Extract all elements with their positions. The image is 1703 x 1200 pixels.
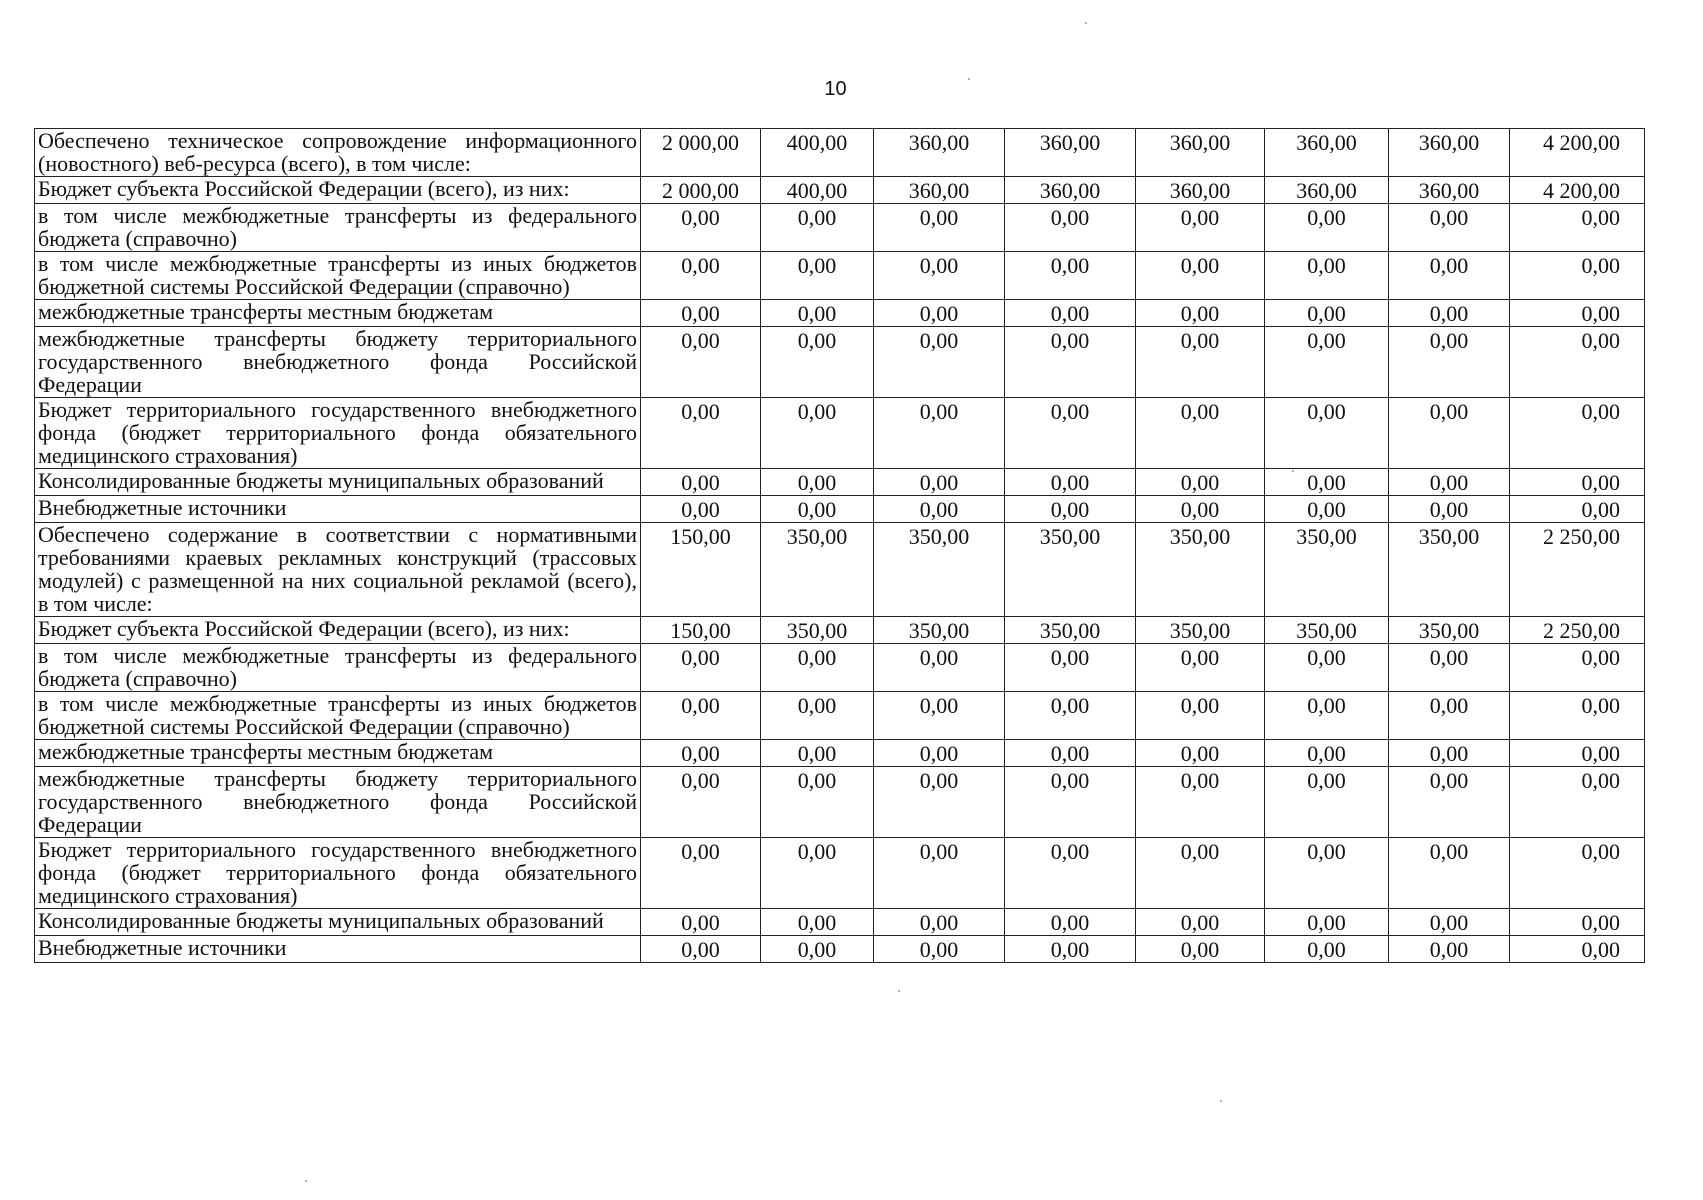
row-value: 0,00: [874, 300, 1005, 327]
table-row: [35, 767, 1645, 838]
row-value: 0,00: [761, 204, 874, 252]
row-value: 350,00: [1265, 617, 1389, 644]
row-label: в том числе межбюджетные трансферты из федерального бюджета (справочно): [35, 204, 641, 252]
scan-speck: [898, 990, 900, 992]
table-body: [35, 129, 1645, 963]
row-value: 0,00: [761, 327, 874, 398]
row-value: 0,00: [761, 767, 874, 838]
row-label: Консолидированные бюджеты муниципальных образований: [35, 469, 641, 496]
row-value: 0,00: [1265, 692, 1389, 740]
row-value: 0,00: [1265, 909, 1389, 936]
row-value: 0,00: [641, 909, 761, 936]
row-value: 0,00: [761, 252, 874, 300]
row-total-value: 0,00: [1510, 740, 1645, 767]
table-row: [35, 644, 1645, 692]
row-value: 0,00: [874, 767, 1005, 838]
table-row: [35, 300, 1645, 327]
budget-table: [34, 128, 1645, 963]
row-value: 0,00: [1005, 936, 1136, 963]
row-total-value: 0,00: [1510, 909, 1645, 936]
row-value: 0,00: [1136, 838, 1265, 909]
row-total-value: 0,00: [1510, 644, 1645, 692]
row-value: 0,00: [1265, 327, 1389, 398]
row-value: 0,00: [874, 644, 1005, 692]
row-value: 0,00: [1136, 398, 1265, 469]
row-value: 350,00: [1005, 617, 1136, 644]
row-value: 350,00: [761, 523, 874, 617]
row-value: 0,00: [1136, 469, 1265, 496]
row-value: 0,00: [1265, 767, 1389, 838]
row-value: 0,00: [1265, 204, 1389, 252]
row-value: 0,00: [1265, 398, 1389, 469]
row-value: 0,00: [1005, 204, 1136, 252]
row-value: 350,00: [1265, 523, 1389, 617]
row-value: 0,00: [1136, 252, 1265, 300]
table-row: [35, 740, 1645, 767]
row-value: 0,00: [1389, 252, 1510, 300]
row-value: 360,00: [1389, 177, 1510, 204]
row-value: 360,00: [1265, 129, 1389, 177]
table-row: [35, 523, 1645, 617]
row-value: 0,00: [1005, 327, 1136, 398]
row-value: 0,00: [1005, 740, 1136, 767]
row-value: 0,00: [1265, 936, 1389, 963]
row-value: 0,00: [641, 496, 761, 523]
row-value: 360,00: [1136, 177, 1265, 204]
row-value: 0,00: [1265, 838, 1389, 909]
row-value: 0,00: [1389, 936, 1510, 963]
row-value: 0,00: [1136, 936, 1265, 963]
row-value: 0,00: [1136, 204, 1265, 252]
row-value: 0,00: [1005, 838, 1136, 909]
row-value: 0,00: [1389, 644, 1510, 692]
row-total-value: 0,00: [1510, 936, 1645, 963]
row-value: 0,00: [761, 838, 874, 909]
row-label: межбюджетные трансферты местным бюджетам: [35, 740, 641, 767]
row-value: 0,00: [1389, 909, 1510, 936]
row-value: 0,00: [761, 692, 874, 740]
row-value: 360,00: [1389, 129, 1510, 177]
table-row: [35, 936, 1645, 963]
row-value: 0,00: [1005, 300, 1136, 327]
row-value: 0,00: [1389, 469, 1510, 496]
table-row: [35, 129, 1645, 177]
row-value: 0,00: [1136, 909, 1265, 936]
row-value: 0,00: [1005, 252, 1136, 300]
row-value: 0,00: [1005, 909, 1136, 936]
row-value: 400,00: [761, 177, 874, 204]
row-value: 0,00: [641, 936, 761, 963]
row-value: 0,00: [641, 398, 761, 469]
row-value: 0,00: [874, 692, 1005, 740]
row-value: 0,00: [761, 300, 874, 327]
row-label: межбюджетные трансферты местным бюджетам: [35, 300, 641, 327]
row-value: 2 000,00: [641, 177, 761, 204]
scan-speck: [1220, 1100, 1222, 1102]
row-value: 0,00: [1136, 496, 1265, 523]
row-value: 0,00: [1005, 496, 1136, 523]
row-total-value: 0,00: [1510, 838, 1645, 909]
row-label: Бюджет субъекта Российской Федерации (всего), из них:: [35, 177, 641, 204]
row-value: 0,00: [761, 496, 874, 523]
table-row: [35, 469, 1645, 496]
table-row: [35, 909, 1645, 936]
row-total-value: 0,00: [1510, 300, 1645, 327]
scan-speck: [1292, 470, 1294, 472]
row-label: Бюджет территориального государственного внебюджетного фонда (бюджет территориального фонда обязательного медицинского страхования): [35, 398, 641, 469]
row-total-value: 0,00: [1510, 327, 1645, 398]
row-value: 0,00: [761, 644, 874, 692]
row-value: 0,00: [1389, 327, 1510, 398]
row-value: 0,00: [1265, 496, 1389, 523]
row-total-value: 2 250,00: [1510, 617, 1645, 644]
row-value: 150,00: [641, 617, 761, 644]
row-value: 0,00: [874, 936, 1005, 963]
row-value: 0,00: [761, 740, 874, 767]
row-value: 360,00: [1005, 129, 1136, 177]
table-row: [35, 838, 1645, 909]
table-row: [35, 617, 1645, 644]
row-value: 0,00: [641, 838, 761, 909]
row-label: Бюджет территориального государственного внебюджетного фонда (бюджет территориального фонда обязательного медицинского страхования): [35, 838, 641, 909]
table-row: [35, 496, 1645, 523]
row-label: Обеспечено техническое сопровождение информационного (новостного) веб-ресурса (всего), в том числе:: [35, 129, 641, 177]
row-label: Бюджет субъекта Российской Федерации (всего), из них:: [35, 617, 641, 644]
row-value: 0,00: [1005, 469, 1136, 496]
row-value: 360,00: [1136, 129, 1265, 177]
row-value: 0,00: [1389, 740, 1510, 767]
row-value: 0,00: [1389, 692, 1510, 740]
row-value: 0,00: [874, 204, 1005, 252]
row-label: межбюджетные трансферты бюджету территориального государственного внебюджетного фонда Российской Федерации: [35, 327, 641, 398]
row-value: 0,00: [874, 838, 1005, 909]
row-value: 0,00: [641, 469, 761, 496]
row-label: в том числе межбюджетные трансферты из иных бюджетов бюджетной системы Российской Федерации (справочно): [35, 252, 641, 300]
row-total-value: 0,00: [1510, 252, 1645, 300]
row-label: межбюджетные трансферты бюджету территориального государственного внебюджетного фонда Российской Федерации: [35, 767, 641, 838]
row-value: 0,00: [1136, 300, 1265, 327]
row-value: 0,00: [1389, 838, 1510, 909]
row-value: 0,00: [1136, 767, 1265, 838]
row-value: 0,00: [761, 469, 874, 496]
row-value: 0,00: [874, 496, 1005, 523]
row-value: 2 000,00: [641, 129, 761, 177]
row-label: в том числе межбюджетные трансферты из федерального бюджета (справочно): [35, 644, 641, 692]
row-value: 0,00: [1389, 496, 1510, 523]
row-total-value: 4 200,00: [1510, 177, 1645, 204]
row-value: 0,00: [1005, 398, 1136, 469]
row-total-value: 0,00: [1510, 398, 1645, 469]
table-row: [35, 252, 1645, 300]
row-value: 0,00: [1136, 327, 1265, 398]
row-value: 360,00: [1265, 177, 1389, 204]
row-label: Обеспечено содержание в соответствии с нормативными требованиями краевых рекламных конструкций (трассовых модулей) с размещенной на них социальной рекламой (всего), в том числе:: [35, 523, 641, 617]
row-value: 0,00: [874, 327, 1005, 398]
row-value: 0,00: [1389, 204, 1510, 252]
row-value: 0,00: [641, 252, 761, 300]
row-value: 0,00: [1136, 740, 1265, 767]
row-total-value: 0,00: [1510, 204, 1645, 252]
row-value: 0,00: [761, 398, 874, 469]
row-value: 360,00: [1005, 177, 1136, 204]
row-value: 0,00: [1005, 644, 1136, 692]
scan-speck: [968, 78, 970, 80]
table-row: [35, 177, 1645, 204]
row-total-value: 2 250,00: [1510, 523, 1645, 617]
row-value: 0,00: [1265, 740, 1389, 767]
row-total-value: 0,00: [1510, 469, 1645, 496]
row-value: 350,00: [1136, 523, 1265, 617]
table-row: [35, 204, 1645, 252]
row-value: 0,00: [1136, 644, 1265, 692]
row-total-value: 0,00: [1510, 496, 1645, 523]
row-value: 0,00: [1265, 300, 1389, 327]
table-row: [35, 327, 1645, 398]
row-value: 0,00: [874, 909, 1005, 936]
row-total-value: 0,00: [1510, 767, 1645, 838]
row-value: 0,00: [874, 252, 1005, 300]
row-value: 150,00: [641, 523, 761, 617]
row-value: 0,00: [641, 767, 761, 838]
row-value: 0,00: [1389, 300, 1510, 327]
row-value: 350,00: [1389, 523, 1510, 617]
row-value: 0,00: [1389, 767, 1510, 838]
row-value: 400,00: [761, 129, 874, 177]
page-number: 10: [824, 78, 847, 100]
row-value: 0,00: [641, 204, 761, 252]
row-value: 360,00: [874, 177, 1005, 204]
row-total-value: 0,00: [1510, 692, 1645, 740]
row-value: 0,00: [1136, 692, 1265, 740]
row-value: 0,00: [761, 909, 874, 936]
row-value: 350,00: [1005, 523, 1136, 617]
row-label: Внебюджетные источники: [35, 936, 641, 963]
row-total-value: 4 200,00: [1510, 129, 1645, 177]
scan-speck: [305, 1180, 307, 1182]
row-value: 0,00: [1389, 398, 1510, 469]
row-value: 0,00: [641, 327, 761, 398]
row-value: 360,00: [874, 129, 1005, 177]
row-value: 0,00: [1265, 469, 1389, 496]
row-value: 350,00: [761, 617, 874, 644]
row-value: 0,00: [874, 740, 1005, 767]
scan-speck: [1085, 22, 1087, 24]
row-label: Консолидированные бюджеты муниципальных образований: [35, 909, 641, 936]
row-value: 350,00: [874, 523, 1005, 617]
row-value: 0,00: [874, 398, 1005, 469]
row-value: 0,00: [761, 936, 874, 963]
row-label: в том числе межбюджетные трансферты из иных бюджетов бюджетной системы Российской Федерации (справочно): [35, 692, 641, 740]
table-row: [35, 398, 1645, 469]
row-value: 350,00: [874, 617, 1005, 644]
row-label: Внебюджетные источники: [35, 496, 641, 523]
row-value: 350,00: [1136, 617, 1265, 644]
row-value: 0,00: [1265, 644, 1389, 692]
row-value: 0,00: [1005, 692, 1136, 740]
row-value: 0,00: [874, 469, 1005, 496]
table-row: [35, 692, 1645, 740]
row-value: 0,00: [641, 692, 761, 740]
row-value: 0,00: [641, 300, 761, 327]
row-value: 0,00: [641, 740, 761, 767]
row-value: 0,00: [641, 644, 761, 692]
row-value: 350,00: [1389, 617, 1510, 644]
row-value: 0,00: [1265, 252, 1389, 300]
row-value: 0,00: [1005, 767, 1136, 838]
